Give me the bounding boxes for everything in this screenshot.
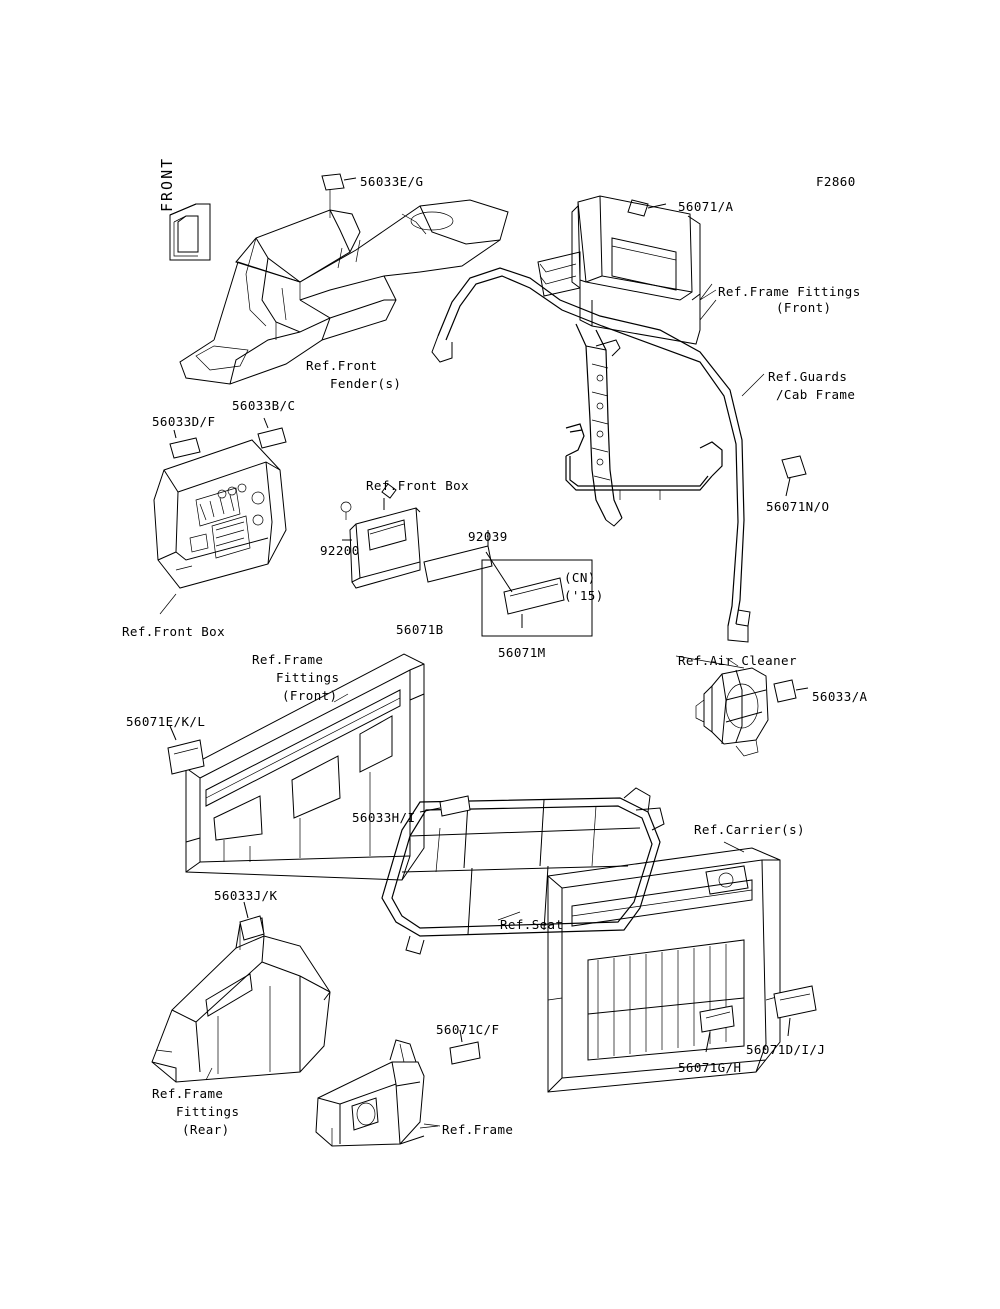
ref-label-frame-fittings-rear: Ref.Frame: [152, 1086, 224, 1101]
cab-frame: [432, 268, 750, 642]
part-label-92200: 92200: [320, 543, 360, 558]
decal-56071G-H: [700, 1006, 734, 1052]
sheet-code: F2860: [816, 174, 856, 189]
ref-label-front-box-left: Ref.Front Box: [122, 624, 226, 639]
front-box-assembly: [341, 484, 420, 588]
decal-56071E-K-L: [168, 726, 204, 774]
ref-label-frame-fittings-front: Ref.Frame Fittings: [718, 284, 861, 299]
part-label-56033D-F: 56033D/F: [152, 414, 216, 429]
ref-label-front-fender-sub: Fender(s): [330, 376, 402, 391]
part-label-92039: 92039: [468, 529, 508, 544]
note-year: ('15): [564, 588, 604, 603]
ref-label-frame-fittings-front-sub: (Front): [776, 300, 832, 315]
part-label-56071D-I-J: 56071D/I/J: [746, 1042, 826, 1057]
ref-label-fittings-rear: Fittings: [176, 1104, 240, 1119]
decal-56071N-O: [782, 456, 806, 496]
part-label-56071G-H: 56071G/H: [678, 1060, 742, 1075]
frame-bracket: [316, 1040, 424, 1146]
front-arrow-badge: [170, 204, 210, 260]
part-label-56033B-C: 56033B/C: [232, 398, 296, 413]
dashboard-panel: [154, 440, 286, 588]
ref-label-frame: Ref.Frame: [442, 1122, 514, 1137]
frame-rear-leader: [206, 1068, 212, 1080]
decal-56033D-F: [170, 430, 200, 458]
front-box-leader: [160, 594, 176, 614]
frame-fitting-rear: [152, 918, 330, 1082]
decal-56071M: [486, 552, 564, 628]
ref-label-fittings2: Fittings: [276, 670, 340, 685]
ref-label-cab-frame: /Cab Frame: [776, 387, 856, 402]
decal-56033-A: [774, 680, 808, 702]
air-cleaner: [696, 668, 768, 756]
part-label-56071C-F: 56071C/F: [436, 1022, 500, 1037]
ref-label-carriers: Ref.Carrier(s): [694, 822, 805, 837]
ref-label-frame-fittings-front2: Ref.Frame: [252, 652, 324, 667]
part-label-56071N-O: 56071N/O: [766, 499, 830, 514]
leader-frame-fittings-front: [700, 284, 712, 300]
frame-bracket-leader: [420, 1126, 438, 1128]
ref-label-front-box-top: Ref.Front Box: [366, 478, 470, 493]
decal-56033J-K: [240, 902, 264, 940]
note-cn: (CN): [564, 570, 596, 585]
decal-56033B-C: [258, 418, 286, 448]
part-label-56071B: 56071B: [396, 622, 444, 637]
ref-label-seat: Ref.Seat: [500, 917, 564, 932]
part-label-56071E-K-L: 56071E/K/L: [126, 714, 206, 729]
part-label-56033H-I: 56033H/I: [352, 810, 416, 825]
part-label-56071-A: 56071/A: [678, 199, 734, 214]
ref-label-front-fender: Ref.Front: [306, 358, 378, 373]
part-label-56071M: 56071M: [498, 645, 546, 660]
leader-guards: [742, 374, 764, 396]
part-label-56033-A: 56033/A: [812, 689, 868, 704]
part-label-56033J-K: 56033J/K: [214, 888, 278, 903]
ref-label-front2: (Front): [282, 688, 338, 703]
part-label-56033E-G: 56033E/G: [360, 174, 424, 189]
decal-56033H-I: [420, 796, 470, 816]
ref-label-guards: Ref.Guards: [768, 369, 848, 384]
leader-frame: [424, 1124, 440, 1126]
ref-label-rear: (Rear): [182, 1122, 230, 1137]
ref-label-air-cleaner: Ref.Air Cleaner: [678, 653, 797, 668]
front-arrow-label: FRONT: [158, 156, 176, 212]
